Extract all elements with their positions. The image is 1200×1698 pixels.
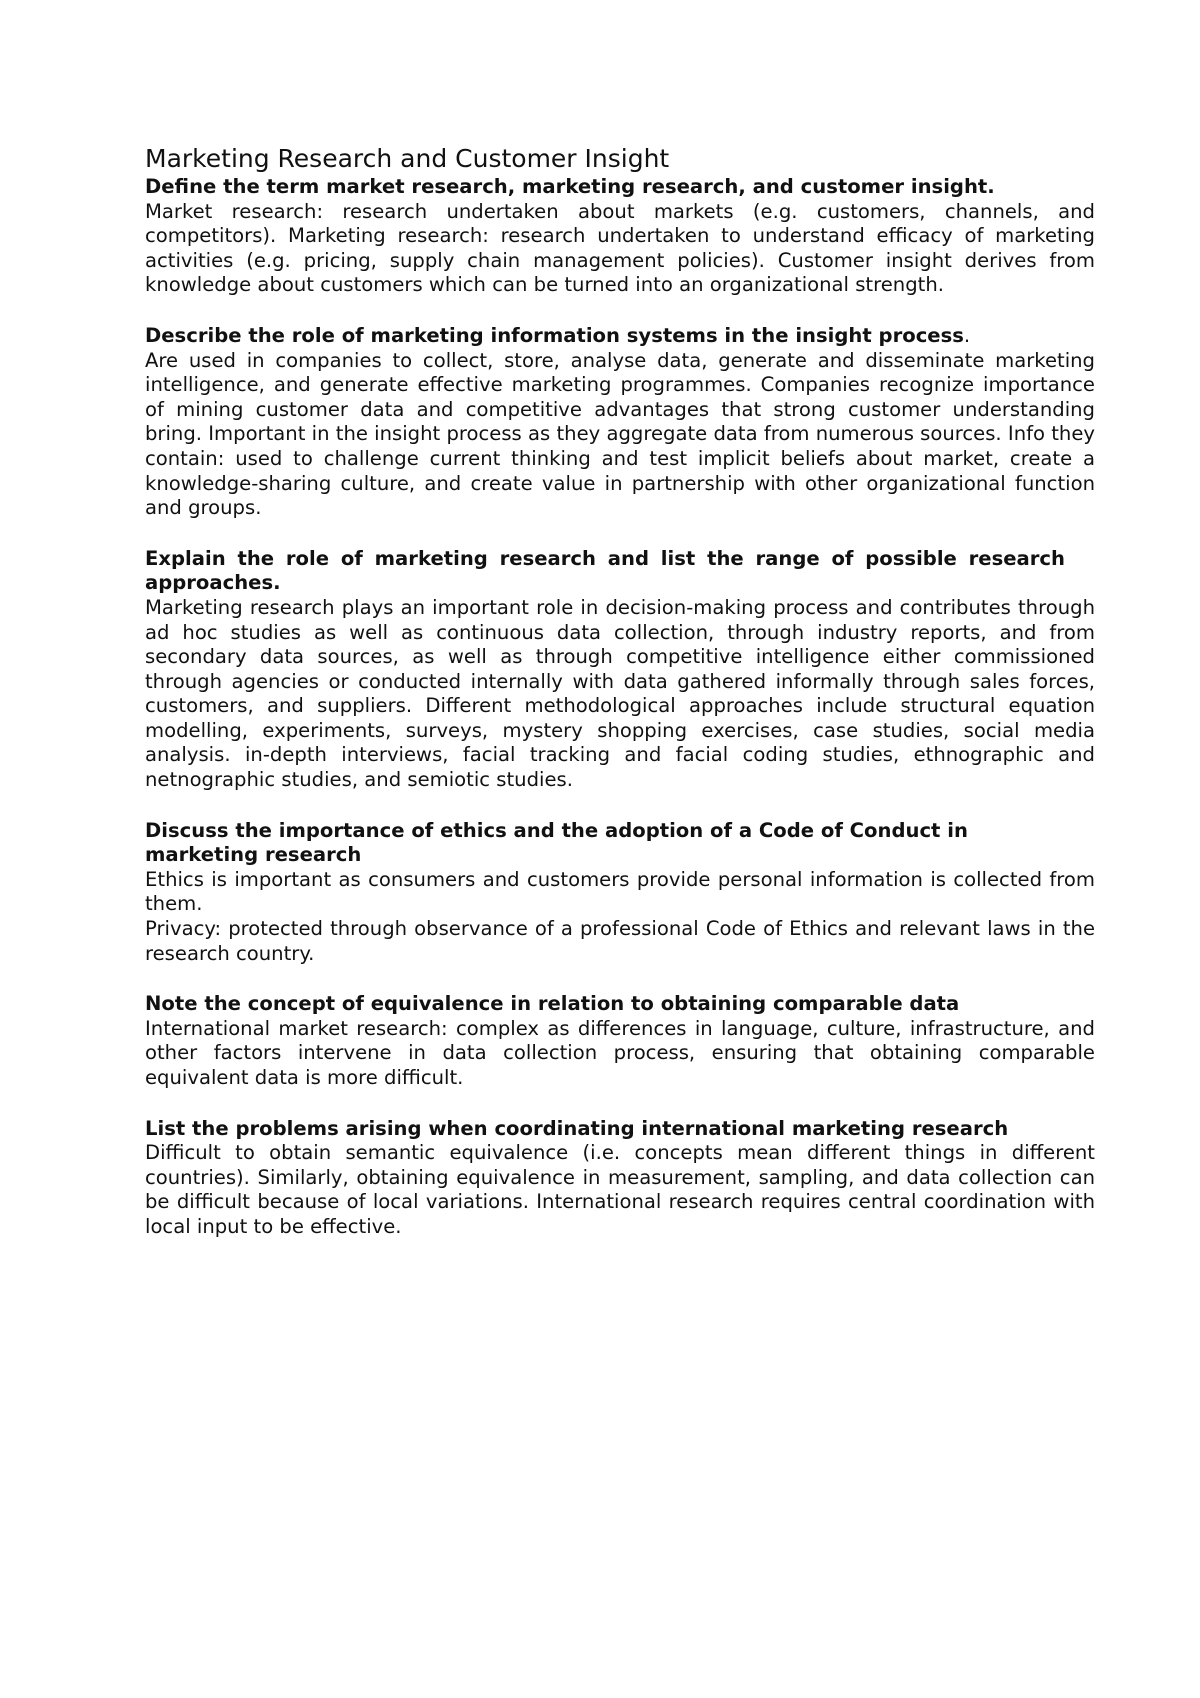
section-equivalence <box>145 992 1095 1090</box>
section-body: Privacy: protected through observance of a professional Code of Ethics and relevant laws in the research country. <box>145 917 1095 965</box>
section-heading: Note the concept of equivalence in relation to obtaining comparable data <box>145 992 960 1016</box>
section-definitions <box>145 175 1095 298</box>
section-ethics <box>145 819 1095 967</box>
section-body: Market research: research undertaken about markets (e.g. customers, channels, and competitors). Marketing research: research undertaken to understand efficacy of marketing activities (e.g. pricing, supply chain management policies). Customer insight derives from knowledge about customers which can be turned into an organizational strength. <box>145 199 1095 297</box>
document-page <box>145 143 1095 1266</box>
section-body: International market research: complex as differences in language, culture, infrastructure, and other factors intervene in data collection process, ensuring that obtaining comparable equivalent data is more difficult. <box>145 1016 1095 1089</box>
section-marketing-research-role <box>145 547 1095 793</box>
section-heading: Explain the role of marketing research and list the range of possible research approaches. <box>145 546 1065 595</box>
section-body: Difficult to obtain semantic equivalence (i.e. concepts mean different things in different countries). Similarly, obtaining equivalence in measurement, sampling, and data collection can be difficult because of local variations. International research requires central coordination with local input to be effective. <box>145 1141 1095 1238</box>
section-heading: Discuss the importance of ethics and the adoption of a Code of Conduct in marketing research <box>145 818 968 867</box>
section-heading <box>145 324 1095 349</box>
section-heading-text: Describe the role of marketing information systems in the insight process <box>145 323 964 347</box>
section-heading: Define the term market research, marketing research, and customer insight. <box>145 175 995 198</box>
section-international-coordination <box>145 1117 1095 1240</box>
section-body: Ethics is important as consumers and customers provide personal information is collected from them. <box>145 867 1095 916</box>
section-marketing-information-systems <box>145 324 1095 521</box>
document-title: Marketing Research and Customer Insight <box>145 144 670 173</box>
section-body: Marketing research plays an important role in decision-making process and contributes through ad hoc studies as well as continuous data collection, through industry reports, and from secondary data sources, as well as through competitive intelligence either commissioned through agencies or conducted internally with data gathered informally through sales forces, customers, and suppliers. Different methodological approaches include structural equation modelling, experiments, surveys, mystery shopping exercises, case studies, social media analysis. in-depth interviews, facial tracking and facial coding studies, ethnographic and netnographic studies, and semiotic studies. <box>145 595 1095 792</box>
section-heading: List the problems arising when coordinating international marketing research <box>145 1116 1009 1140</box>
section-body: Are used in companies to collect, store, analyse data, generate and disseminate marketing intelligence, and generate effective marketing programmes. Companies recognize importance of mining customer data and competitive advantages that strong customer understanding bring. Important in the insight process as they aggregate data from numerous sources. Info they contain: used to challenge current thinking and test implicit beliefs about market, create a knowledge-sharing culture, and create value in partnership with other organizational function and groups. <box>145 348 1095 520</box>
section-heading-suffix: . <box>963 323 971 347</box>
